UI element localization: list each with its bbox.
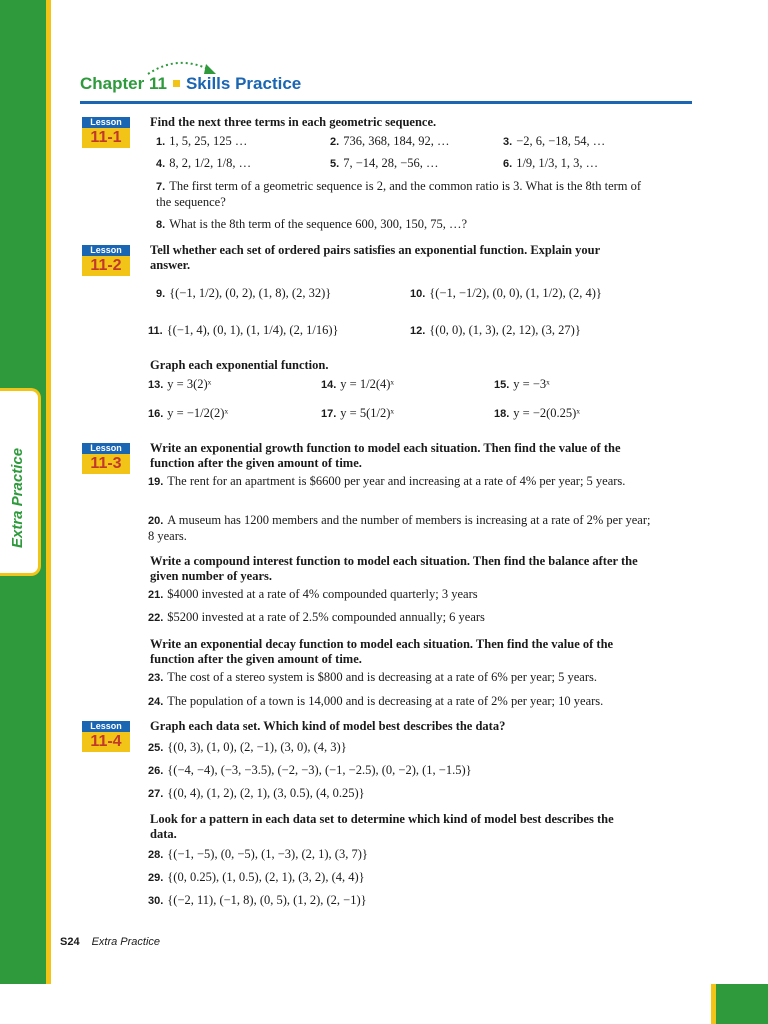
lesson-word: Lesson — [82, 117, 130, 128]
problem: 26. {(−4, −4), (−3, −3.5), (−2, −3), (−1, −2.5), (0, −2), (1, −1.5)} — [148, 763, 472, 777]
page-title — [80, 74, 301, 94]
footer-text: Extra Practice — [91, 936, 161, 948]
section-heading: Write an exponential growth function to model each situation. Then find the value of the function after the given amount of time. — [150, 441, 621, 470]
section-heading: Graph each data set. Which kind of model best describes the data? — [150, 719, 506, 733]
problem: 3. −2, 6, −18, 54, … — [503, 134, 606, 148]
problem: 22. $5200 invested at a rate of 2.5% compounded annually; 6 years — [148, 610, 485, 624]
lesson-number: 11-2 — [82, 256, 130, 276]
lesson-number: 11-4 — [82, 732, 130, 752]
problem: 7. The first term of a geometric sequence is 2, and the common ratio is 3. What is the 8th term of the sequence? — [156, 179, 642, 209]
section-heading: Find the next three terms in each geometric sequence. — [150, 115, 437, 129]
problem: 11. {(−1, 4), (0, 1), (1, 1/4), (2, 1/16)} — [148, 323, 339, 337]
lesson-badge — [82, 443, 130, 474]
title-separator — [173, 80, 180, 87]
section-heading: Look for a pattern in each data set to determine which kind of model best describes the data. — [150, 812, 614, 841]
lesson-word: Lesson — [82, 443, 130, 454]
lesson-badge — [82, 245, 130, 276]
problem: 28. {(−1, −5), (0, −5), (1, −3), (2, 1), (3, 7)} — [148, 847, 368, 861]
problem: 9. {(−1, 1/2), (0, 2), (1, 8), (2, 32)} — [156, 286, 332, 300]
problem: 30. {(−2, 11), (−1, 8), (0, 5), (1, 2), (2, −1)} — [148, 893, 367, 907]
problem: 17. y = 5(1/2)ˣ — [321, 406, 395, 420]
lesson-word: Lesson — [82, 721, 130, 732]
problem: 13. y = 3(2)ˣ — [148, 377, 212, 391]
page-number: S24 — [60, 936, 80, 948]
problem: 24. The population of a town is 14,000 and is decreasing at a rate of 2% per year; 10 years. — [148, 694, 604, 708]
section-heading: Tell whether each set of ordered pairs satisfies an exponential function. Explain your answer. — [150, 243, 600, 272]
problem: 20. A museum has 1200 members and the number of members is increasing at a rate of 2% per year; 8 years. — [148, 513, 651, 543]
chapter-label: Chapter 11 — [80, 74, 167, 93]
problem: 5. 7, −14, 28, −56, … — [330, 156, 439, 170]
section-heading: Write an exponential decay function to model each situation. Then find the value of the function after the given amount of time. — [150, 637, 614, 666]
problem: 25. {(0, 3), (1, 0), (2, −1), (3, 0), (4, 3)} — [148, 740, 347, 754]
title-label: Skills Practice — [185, 74, 302, 93]
problem: 6. 1/9, 1/3, 1, 3, … — [503, 156, 599, 170]
problem: 16. y = −1/2(2)ˣ — [148, 406, 229, 420]
section-heading: Graph each exponential function. — [150, 358, 329, 372]
lesson-badge — [82, 721, 130, 752]
side-tab-label: Extra Practice — [9, 447, 26, 548]
lesson-word: Lesson — [82, 245, 130, 256]
problem: 27. {(0, 4), (1, 2), (2, 1), (3, 0.5), (4, 0.25)} — [148, 786, 365, 800]
problem: 21. $4000 invested at a rate of 4% compounded quarterly; 3 years — [148, 587, 478, 601]
problem: 23. The cost of a stereo system is $800 and is decreasing at a rate of 6% per year; 5 years. — [148, 670, 598, 684]
problem: 19. The rent for an apartment is $6600 per year and increasing at a rate of 4% per year; 5 years. — [148, 474, 626, 488]
lesson-number: 11-1 — [82, 128, 130, 148]
lesson-number: 11-3 — [82, 454, 130, 474]
problem: 2. 736, 368, 184, 92, … — [330, 134, 450, 148]
problem: 8. What is the 8th term of the sequence 600, 300, 150, 75, …? — [156, 217, 468, 231]
problem: 14. y = 1/2(4)ˣ — [321, 377, 395, 391]
problem: 10. {(−1, −1/2), (0, 0), (1, 1/2), (2, 4)} — [410, 286, 602, 300]
problem: 18. y = −2(0.25)ˣ — [494, 406, 580, 420]
side-band-edge — [46, 0, 51, 984]
section-heading: Write a compound interest function to model each situation. Then find the balance after the given number of years. — [150, 554, 638, 583]
problem: 29. {(0, 0.25), (1, 0.5), (2, 1), (3, 2), (4, 4)} — [148, 870, 365, 884]
title-rule — [80, 101, 692, 104]
problem: 4. 8, 2, 1/2, 1/8, … — [156, 156, 252, 170]
problem: 1. 1, 5, 25, 125 … — [156, 134, 248, 148]
lesson-badge — [82, 117, 130, 148]
problem: 12. {(0, 0), (1, 3), (2, 12), (3, 27)} — [410, 323, 581, 337]
problem: 15. y = −3ˣ — [494, 377, 550, 391]
corner-tab — [711, 984, 768, 1024]
page-footer — [60, 936, 160, 948]
